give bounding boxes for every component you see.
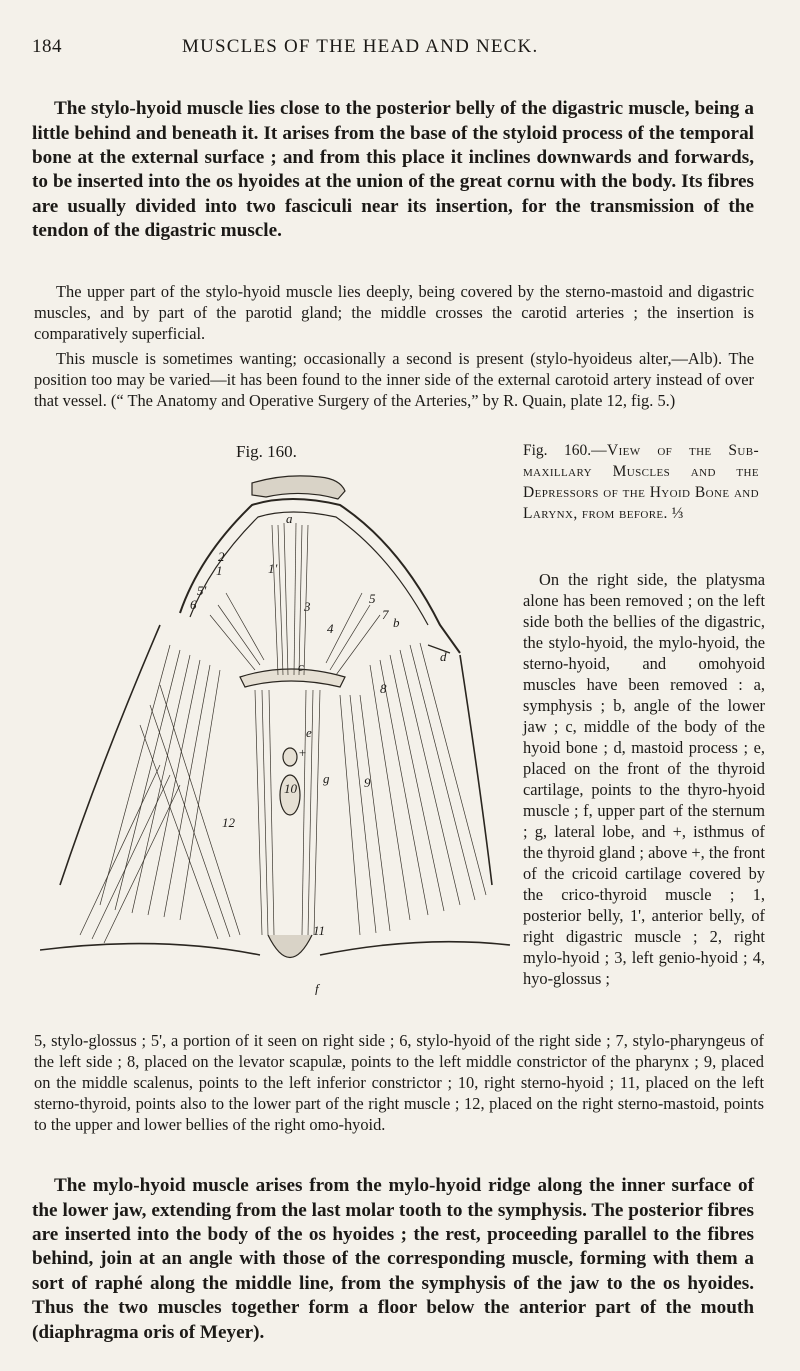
paragraph-relations: The upper part of the stylo-hyoid muscle lies deeply, being covered by the sterno-mastoid and digastric muscles, and by part of the parotid gland; the middle crosses the carotid arteries ; the insertion is comparatively superficial.: [34, 282, 754, 344]
fig-label-8: 8: [380, 681, 387, 696]
fig-label-3: 3: [304, 599, 311, 614]
fig-label-10: 10: [284, 781, 297, 796]
figure-label: Fig. 160.: [236, 442, 297, 461]
paragraph-mylo-hyoid: The mylo-hyoid muscle arises from the mylo-hyoid ridge along the inner surface of the lower jaw, extending from the last molar tooth to the symphysis. The posterior fibres are inserted into the body of the os hyoides ; the rest, proceeding parallel to the fibres behind, join at an angle with those of the corresponding muscle, forming with them a sort of raphé along the middle line, from the symphysis of the jaw to the os hyoides. Thus the two muscles together form a floor below the anterior part of the mouth (diaphragma oris of Meyer).: [32, 1175, 754, 1343]
fig-label-a: a: [286, 511, 293, 526]
fig-label-d: d: [440, 649, 447, 664]
figure-caption-continued: 5, stylo-glossus ; 5', a portion of it seen on right side ; 6, stylo-hyoid of the right side ; 7, stylo-pharyngeus of the left side ; 8, placed on the levator scapulæ, points to the left middle constrictor of the pharynx ; 9, placed on the middle scalenus, points to the left inferior constrictor ; 10, right sterno-hyoid ; 11, placed on the left sterno-thyroid, points also to the lower part of the right muscle ; 12, placed on the right sterno-mastoid, points to the upper and lower bellies of the right omo-hyoid.: [34, 1031, 764, 1135]
fig-label-e: e: [306, 725, 312, 740]
fig-label-g: g: [323, 771, 330, 786]
paragraph-stylo-hyoid: The stylo-hyoid muscle lies close to the posterior belly of the digastric muscle, being a little behind and beneath it. It arises from the base of the styloid process of the temporal bone at the external surface ; and from this place it inclines downwards and forwards, to be inserted into the os hyoides at the union of the great cornu with the body. Its fibres are usually divided into two fasciculi near its insertion, for the transmission of the tendon of the digastric muscle.: [32, 98, 754, 242]
fig-label-f: f: [315, 981, 319, 995]
fig-label-plus: +: [298, 745, 307, 760]
anatomical-figure: [40, 465, 520, 995]
figure-caption-title: [523, 440, 759, 524]
fig-label-c: c: [298, 659, 304, 674]
running-title: MUSCLES OF THE HEAD AND NECK.: [182, 36, 539, 57]
paragraph-variations: This muscle is sometimes wanting; occasionally a second is present (stylo-hyoideus alter,—Alb). The position too may be varied—it has been found to the inner side of the external carotoid artery instead of over that vessel. (“ The Anatomy and Operative Surgery of the Arteries,” by R. Quain, plate 12, fig. 5.): [34, 349, 754, 411]
fig-label-1-prime: 1': [268, 561, 278, 576]
caption-number: Fig. 160.: [523, 442, 592, 459]
fig-label-5-prime: 5': [197, 583, 207, 598]
fig-label-9: 9: [364, 775, 371, 790]
fig-label-2: 2: [218, 549, 225, 564]
fig-label-5: 5: [369, 591, 376, 606]
fig-label-6: 6: [190, 597, 197, 612]
figure-caption-side: On the right side, the platysma alone has been removed ; on the left side both the bellies of the digastric, the stylo-hyoid, the mylo-hyoid, the sterno-hyoid, and omohyoid muscles have been removed : a, symphysis ; b, angle of the lower jaw ; c, middle of the body of the hyoid bone ; d, mastoid process ; e, placed on the front of the thyroid cartilage, points to the thyro-hyoid muscle ; f, upper part of the sternum ; g, lateral lobe, and +, isthmus of the thyroid gland ; above +, the front of the cricoid cartilage covered by the crico-thyroid muscle ; 1, posterior belly, 1', anterior belly, of right digastric muscle ; 2, right mylo-hyoid ; 3, left genio-hyoid ; 4, hyo-glossus ;: [523, 570, 765, 989]
fig-label-b: b: [393, 615, 400, 630]
page-number: 184: [32, 36, 62, 57]
caption-scale: ⅓: [671, 505, 684, 522]
caption-title: —View of the Sub-maxillary Muscles and the Depressors of the Hyoid Bone and Larynx, from before.: [523, 442, 760, 522]
figure-drawing: [40, 476, 510, 958]
fig-label-11: 11: [313, 923, 326, 938]
fig-label-12: 12: [222, 815, 235, 830]
fig-label-1: 1: [216, 563, 223, 578]
fig-label-7: 7: [382, 607, 389, 622]
page-header: [32, 36, 760, 62]
fig-label-4: 4: [327, 621, 334, 636]
